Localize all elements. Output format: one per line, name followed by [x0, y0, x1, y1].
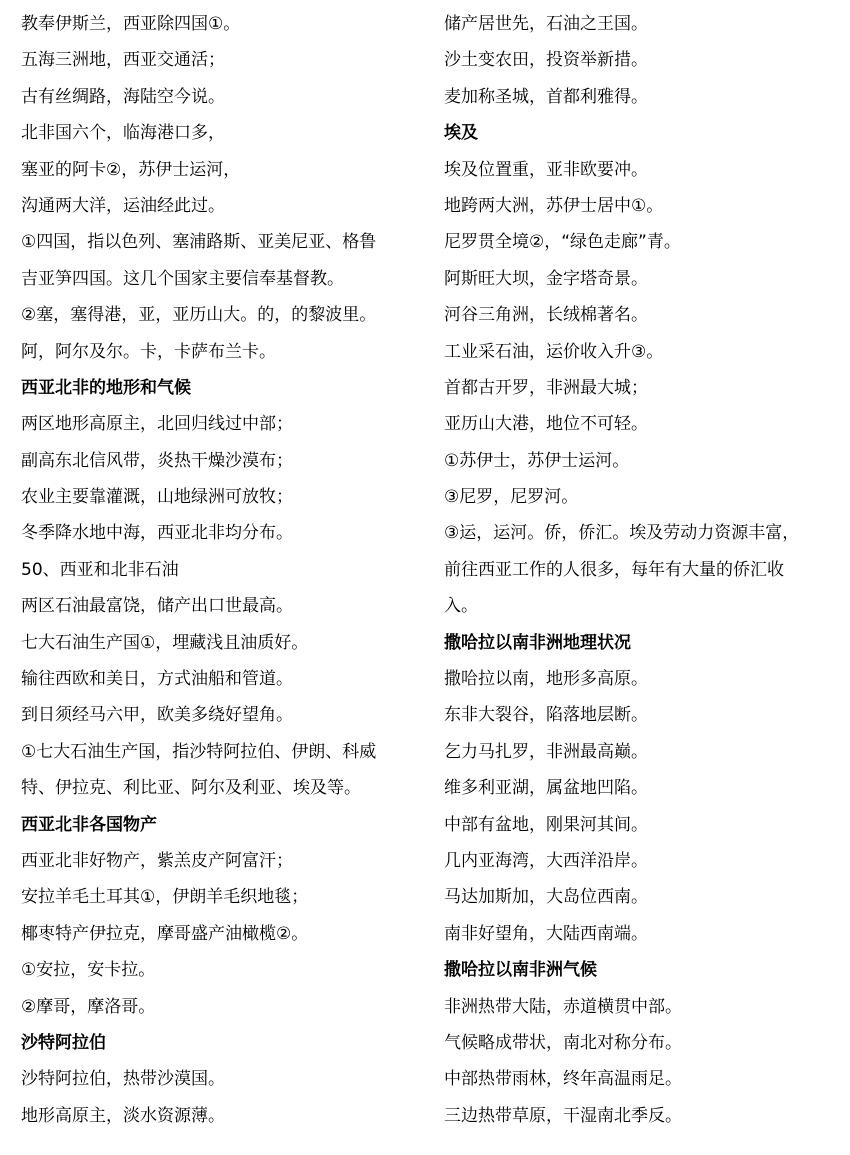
right-text-line: 工业采石油，运价收入升③。 [444, 341, 664, 362]
right-text-line: 三边热带草原，干湿南北季反。 [444, 1105, 682, 1126]
left-text-line: 北非国六个，临海港口多， [21, 123, 225, 144]
left-text-line: 50、西亚和北非石油 [21, 559, 179, 580]
left-text-line: 两区石油最富饶，储产出口世最高。 [21, 596, 293, 617]
left-section-heading: 西亚北非各国物产 [21, 814, 157, 835]
right-text-line: 埃及位置重，亚非欧要冲。 [444, 159, 648, 180]
left-text-line: 阿，阿尔及尔。卡，卡萨布兰卡。 [21, 341, 276, 362]
right-text-column [444, 6, 844, 1134]
left-text-line: 冬季降水地中海，西亚北非均分布。 [21, 523, 293, 544]
right-section-heading: 撒哈拉以南非洲地理状况 [444, 632, 631, 653]
right-text-line: 乞力马扎罗，非洲最高巅。 [444, 741, 648, 762]
left-text-line: 两区地形高原主，北回归线过中部； [21, 414, 293, 435]
left-text-line: ②塞，塞得港，亚，亚历山大。的，的黎波里。 [21, 305, 377, 326]
right-text-line: 中部热带雨林，终年高温雨足。 [444, 1069, 682, 1090]
right-text-line: 维多利亚湖，属盆地凹陷。 [444, 778, 648, 799]
right-section-heading: 撒哈拉以南非洲气候 [444, 960, 597, 981]
right-section-heading: 埃及 [444, 123, 478, 144]
left-text-line: ①安拉，安卡拉。 [21, 960, 156, 981]
right-text-line: 河谷三角洲，长绒棉著名。 [444, 305, 648, 326]
left-text-line: 古有丝绸路，海陆空今说。 [21, 86, 225, 107]
left-text-line: 输往西欧和美日，方式油船和管道。 [21, 669, 293, 690]
right-text-line: 几内亚海湾，大西洋沿岸。 [444, 850, 648, 871]
right-text-line: 南非好望角，大陆西南端。 [444, 923, 648, 944]
right-text-line: 尼罗贯全境②，“绿色走廊”青。 [444, 232, 681, 253]
right-text-line: 入。 [444, 596, 478, 617]
left-text-line: 沙特阿拉伯，热带沙漠国。 [21, 1069, 225, 1090]
right-text-line: 东非大裂谷，陷落地层断。 [444, 705, 648, 726]
right-text-line: 沙土变农田，投资举新措。 [444, 50, 648, 71]
right-text-line: 麦加称圣城，首都利雅得。 [444, 86, 648, 107]
left-text-line: 农业主要靠灌溉，山地绿洲可放牧； [21, 487, 293, 508]
left-text-column [21, 6, 426, 1134]
right-text-line: 非洲热带大陆，赤道横贯中部。 [444, 996, 682, 1017]
right-text-line: 阿斯旺大坝，金字塔奇景。 [444, 268, 648, 289]
right-text-line: 前往西亚工作的人很多，每年有大量的侨汇收 [444, 559, 784, 580]
right-text-line: 气候略成带状，南北对称分布。 [444, 1032, 682, 1053]
left-section-heading: 西亚北非的地形和气候 [21, 377, 191, 398]
right-text-line: 储产居世先，石油之王国。 [444, 14, 648, 34]
right-text-line: 亚历山大港，地位不可轻。 [444, 414, 648, 435]
right-text-line: 马达加斯加，大岛位西南。 [444, 887, 648, 908]
right-text-line: ③运，运河。侨，侨汇。埃及劳动力资源丰富， [444, 523, 800, 544]
left-section-heading: 沙特阿拉伯 [21, 1032, 106, 1053]
left-text-line: 到日须经马六甲，欧美多绕好望角。 [21, 705, 293, 726]
left-text-line: 吉亚笋四国。这几个国家主要信奉基督教。 [21, 268, 344, 289]
right-text-line: ①苏伊士，苏伊士运河。 [444, 450, 630, 471]
left-text-line: 特、伊拉克、利比亚、阿尔及利亚、埃及等。 [21, 778, 361, 799]
left-text-line: 西亚北非好物产，紫羔皮产阿富汗； [21, 850, 293, 871]
right-text-line: ③尼罗，尼罗河。 [444, 487, 579, 508]
left-text-line: ②摩哥，摩洛哥。 [21, 996, 156, 1017]
left-text-line: 地形高原主，淡水资源薄。 [21, 1105, 225, 1126]
left-text-line: 教奉伊斯兰，西亚除四国①。 [21, 14, 241, 34]
right-text-line: 地跨两大洲，苏伊士居中①。 [444, 195, 664, 216]
left-text-line: ①七大石油生产国，指沙特阿拉伯、伊朗、科威 [21, 741, 377, 762]
right-text-line: 首都古开罗，非洲最大城； [444, 377, 648, 398]
left-text-line: 七大石油生产国①，埋藏浅且油质好。 [21, 632, 309, 653]
right-text-line: 撒哈拉以南，地形多高原。 [444, 669, 648, 690]
left-text-line: 塞亚的阿卡②，苏伊士运河， [21, 159, 241, 180]
left-text-line: 沟通两大洋，运油经此过。 [21, 195, 225, 216]
left-text-line: 五海三洲地，西亚交通活； [21, 50, 225, 71]
left-text-line: 椰枣特产伊拉克，摩哥盛产油橄榄②。 [21, 923, 309, 944]
left-text-line: 安拉羊毛土耳其①，伊朗羊毛织地毯； [21, 887, 309, 908]
right-text-line: 中部有盆地，刚果河其间。 [444, 814, 648, 835]
left-text-line: 副高东北信风带，炎热干燥沙漠布； [21, 450, 293, 471]
left-text-line: ①四国，指以色列、塞浦路斯、亚美尼亚、格鲁 [21, 232, 377, 253]
